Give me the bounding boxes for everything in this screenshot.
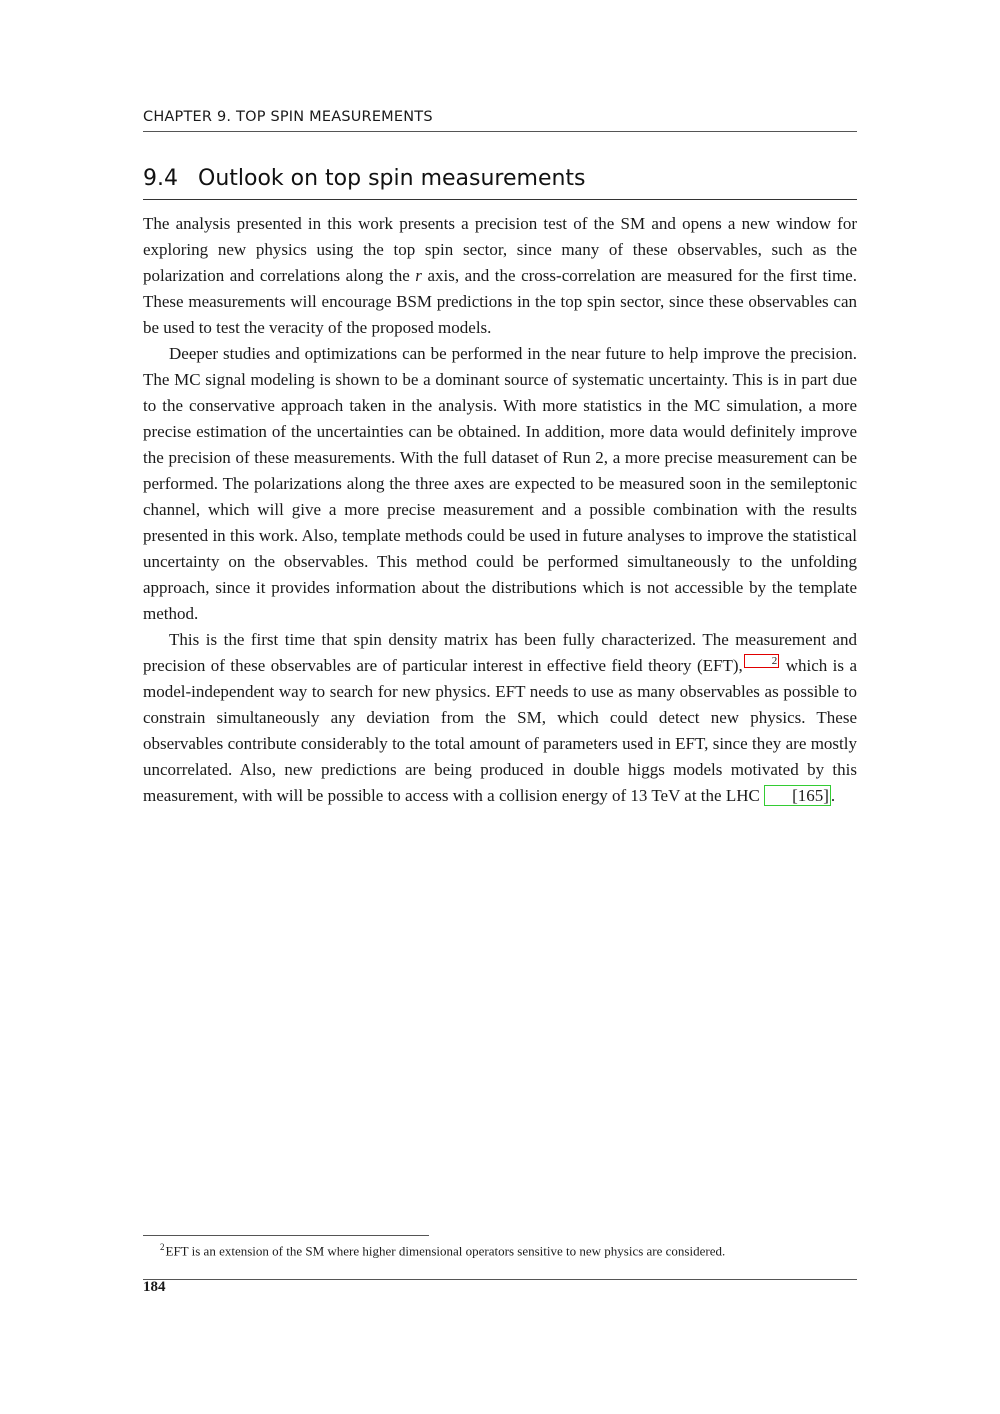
header-rule	[143, 131, 857, 132]
running-head: CHAPTER 9. TOP SPIN MEASUREMENTS	[143, 109, 433, 125]
footer-rule	[143, 1279, 857, 1280]
paragraph-2: Deeper studies and optimizations can be performed in the near future to help improve the precision. The MC signal modeling is shown to be a dominant source of systematic uncertainty. This is in part due to the conservative approach taken in the analysis. With more statistics in the MC simulation, a more precise estimation of the uncertainties can be obtained. In addition, more data would definitely improve the precision of these measurements. With the full dataset of Run 2, a more precise measurement can be performed. The polarizations along the three axes are expected to be measured soon in the semileptonic channel, which will give a more precise measurement and a possible combination with the results presented in this work. Also, template methods could be used in future analyses to improve the statistical uncertainty on the observables. This method could be performed simultaneously to the unfolding approach, since it provides information about the distributions which is not accessible by the template method.	[143, 344, 857, 623]
section-number: 9.4	[143, 166, 178, 191]
body-text	[143, 211, 857, 809]
paragraph-3-text-b: which is a model-independent way to search for new physics. EFT needs to use as many observables as possible to constrain simultaneously any deviation from the SM, which could detect new physics. These observables contribute considerably to the total amount of parameters used in EFT, since they are mostly uncorrelated. Also, new predictions are being produced in double higgs models motivated by this measurement, with will be possible to access with a collision energy of 13 TeV at the LHC	[143, 656, 857, 805]
paragraph-1-text-b: axis, and the cross-correlation are measured for the first time. These measurements will encourage BSM predictions in the top spin sector, since these observables can be used to test the veracity of the proposed models.	[143, 266, 857, 337]
citation-link[interactable]: [165]	[764, 785, 831, 806]
paragraph-3-text-a: This is the first time that spin density matrix has been fully characterized. The measurement and precision of these observables are of particular interest in effective field theory (EFT),	[143, 630, 857, 675]
paragraph-3	[143, 627, 857, 809]
document-page	[143, 0, 857, 1414]
page-number: 184	[143, 1279, 166, 1295]
footnote-rule	[143, 1235, 429, 1236]
footnote-mark: 2	[160, 1242, 165, 1252]
footnote-link[interactable]: 2	[744, 654, 780, 668]
section-title-text: Outlook on top spin measurements	[198, 166, 586, 191]
section-rule	[143, 199, 857, 200]
paragraph-1-text-a: The analysis presented in this work presents a precision test of the SM and opens a new window for exploring new physics using the top spin sector, since many of these observables, such as the polarization and correlations along the	[143, 214, 857, 285]
section-title	[143, 166, 857, 191]
paragraph-3-text-c: .	[830, 786, 836, 805]
axis-symbol: r	[415, 266, 422, 285]
footnote-text: EFT is an extension of the SM where higher dimensional operators sensitive to new physics are considered.	[165, 1243, 726, 1259]
paragraph-1	[143, 211, 857, 341]
footnote	[143, 1238, 857, 1260]
